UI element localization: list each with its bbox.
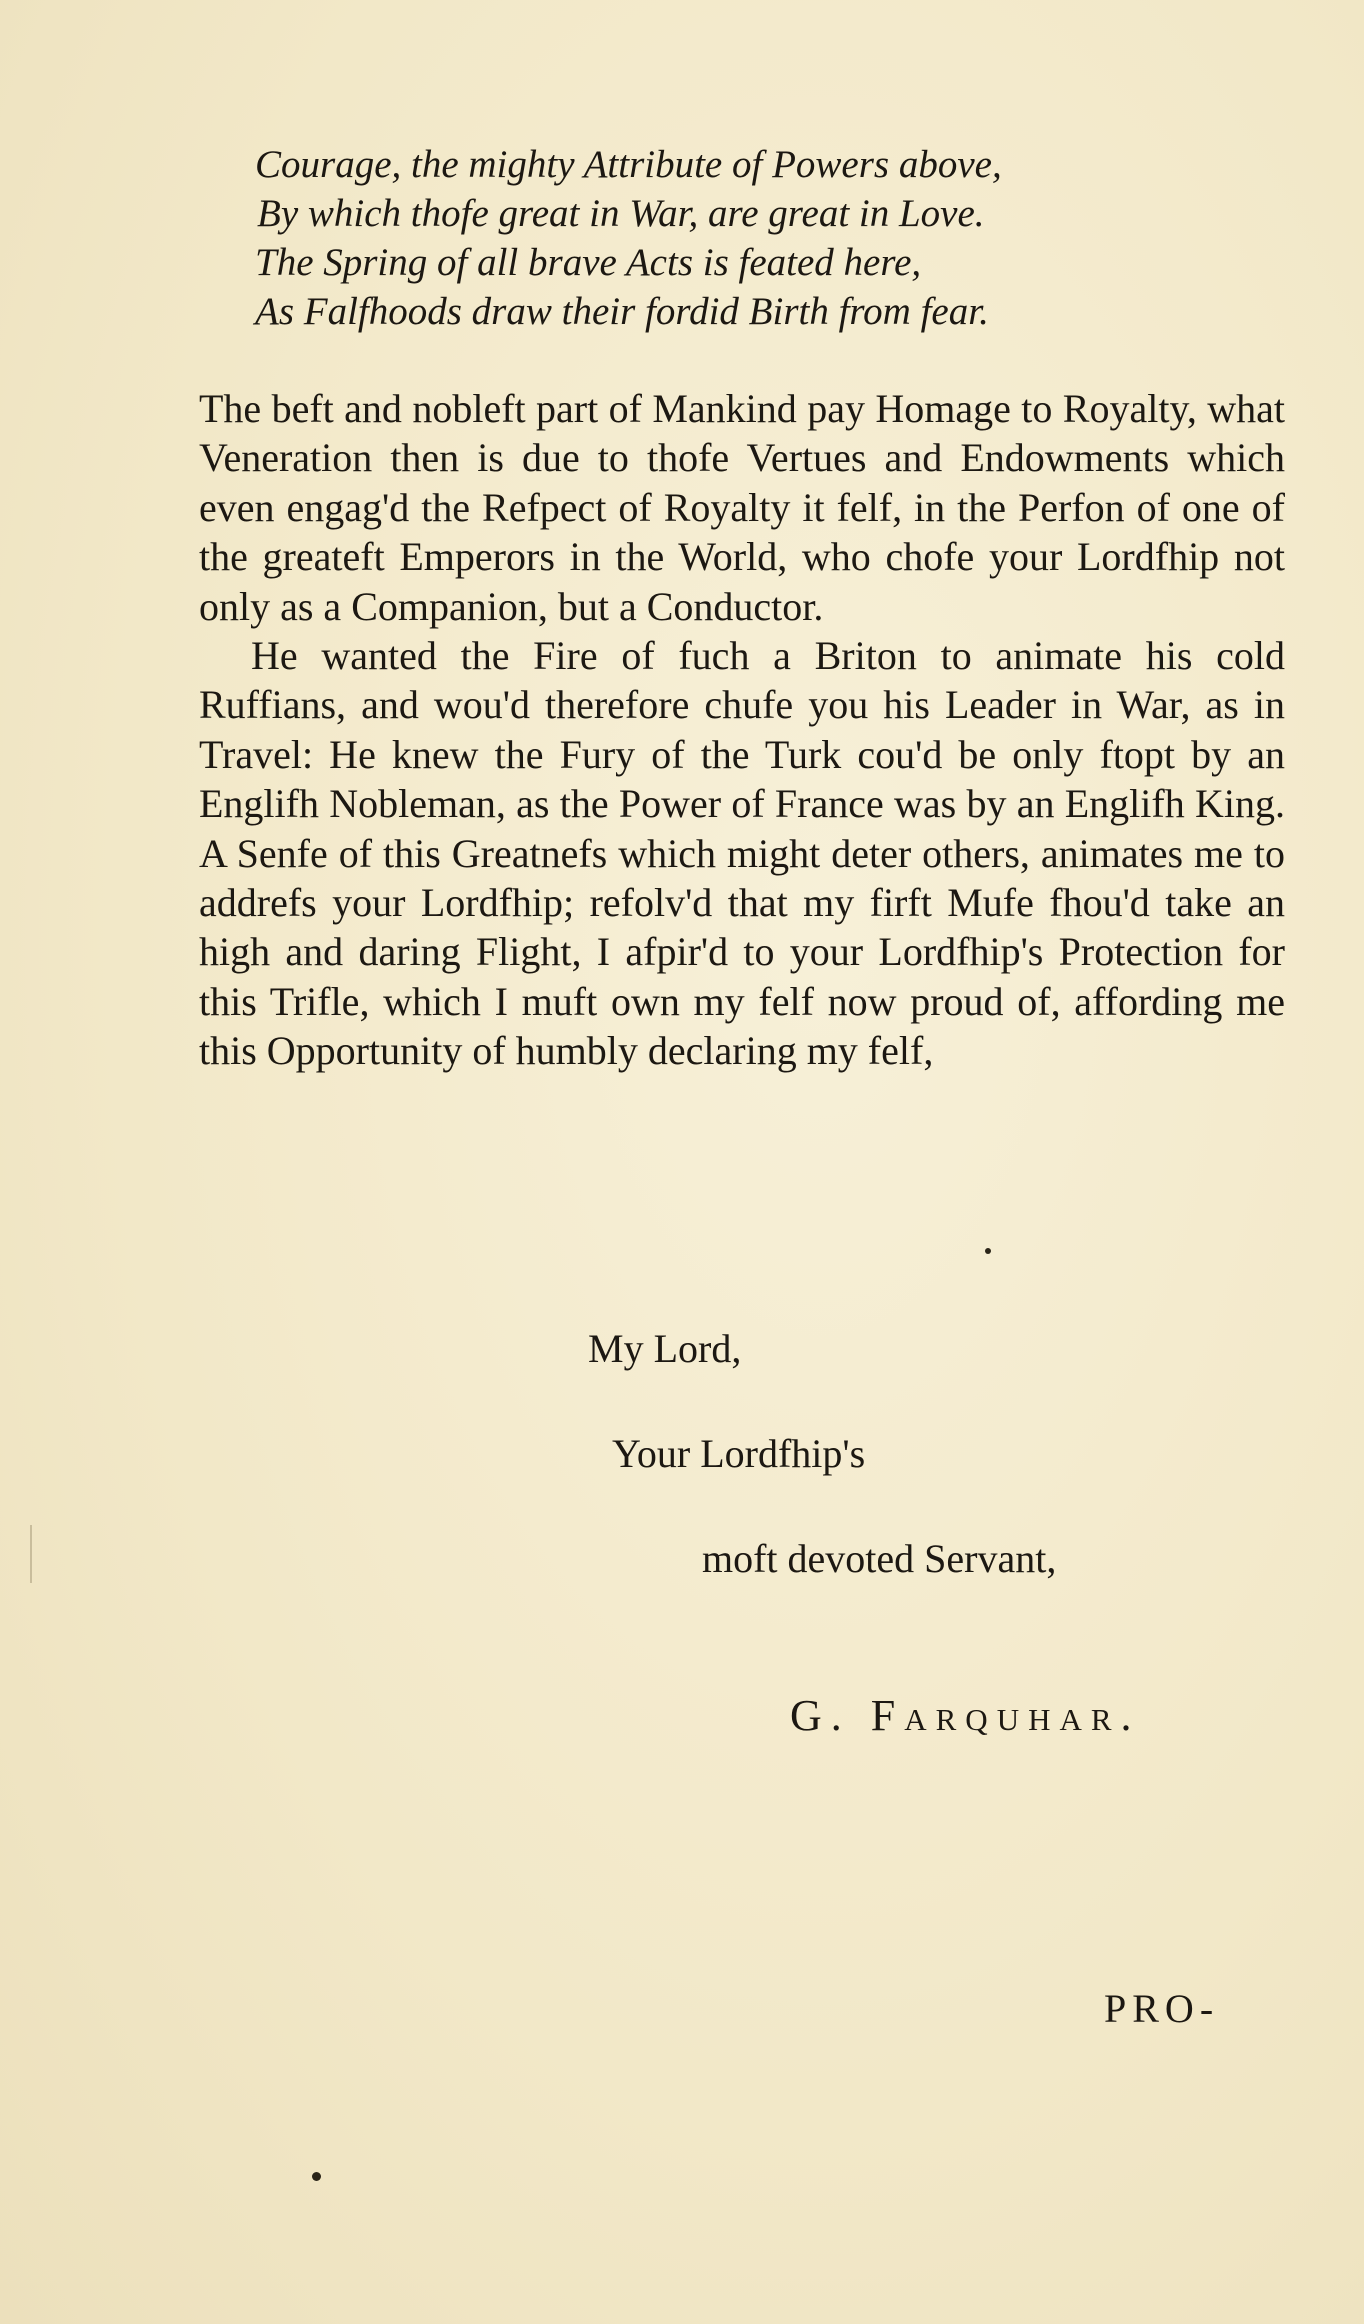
ink-speck [985, 1248, 991, 1254]
closing-your-lordship: Your Lordfhip's [612, 1431, 866, 1476]
verse-line-4: As Falfhoods draw their fordid Birth from fear. [255, 290, 989, 333]
ink-speck [312, 2172, 321, 2181]
author-signature: G. Farquhar. [790, 1691, 1141, 1740]
verse-line-1: Courage, the mighty Attribute of Powers above, [255, 143, 1002, 186]
verse-line-3: The Spring of all brave Acts is feated here, [255, 241, 922, 284]
salutation: My Lord, [588, 1326, 742, 1371]
paragraph-1: The beft and nobleft part of Mankind pay Homage to Royalty, what Veneration then is due to thofe Vertues and Endowments which even engag'd the Refpect of Royalty it felf, in the Perfon of one of the greateft Emperors in the World, who chofe your Lordfhip not only as a Companion, but a Conductor. [199, 386, 1285, 629]
closing-servant: moft devoted Servant, [702, 1536, 1057, 1581]
verse-epigraph [255, 140, 1255, 336]
margin-mark [30, 1525, 32, 1583]
catchword: PRO- [1104, 1986, 1220, 2031]
paragraph-2: He wanted the Fire of fuch a Briton to animate his cold Ruffians, and wou'd therefore chufe you his Leader in War, as in Travel: He knew the Fury of the Turk cou'd be only ftopt by an Englifh Nobleman, as the Power of France was by an Englifh King. A Senfe of this Greatnefs which might deter others, animates me to addrefs your Lordfhip; refolv'd that my firft Mufe fhou'd take an high and daring Flight, I afpir'd to your Lordfhip's Protection for this Trifle, which I muft own my felf now proud of, affording me this Opportunity of humbly declaring my felf, [199, 633, 1285, 1074]
verse-line-2: By which thofe great in War, are great in Love. [257, 192, 985, 235]
dedication-body [199, 384, 1285, 1076]
